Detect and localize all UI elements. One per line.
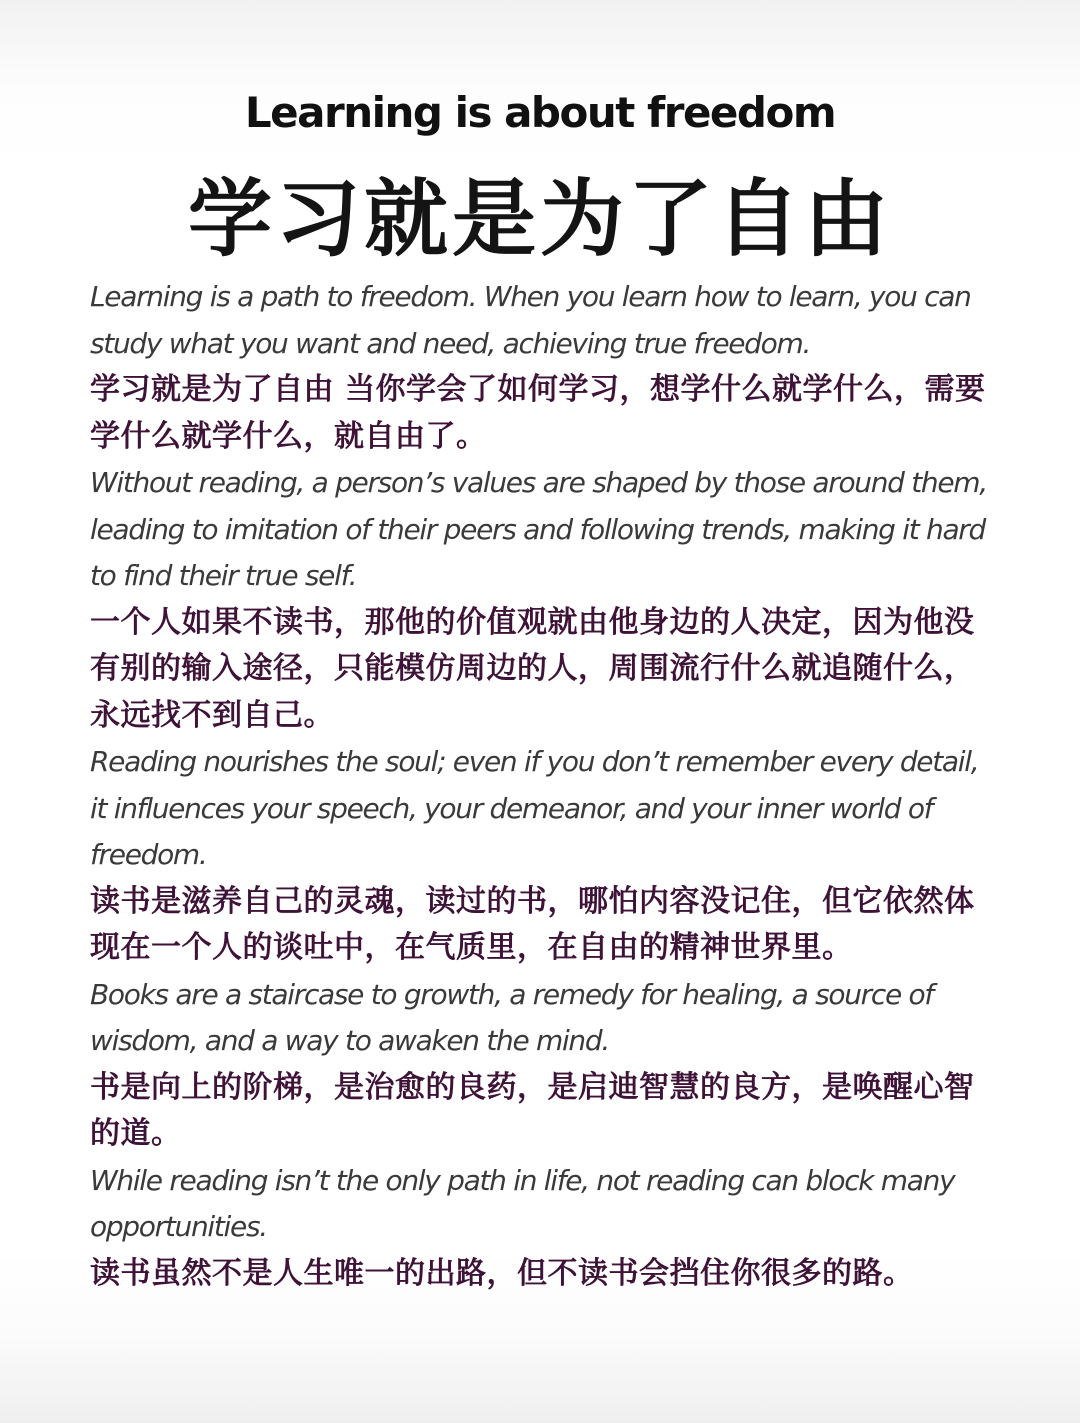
paragraph-2-english: Without reading, a person’s values are shaped by those around them, leading to imitation of their peers and following trends, making it hard to find their true self.	[90, 466, 987, 592]
paragraph-2-chinese: 一个人如果不读书，那他的价值观就由他身边的人决定，因为他没有别的输入途径，只能模仿周边的人，周围流行什么就追随什么，永远找不到自己。	[90, 604, 975, 733]
paragraph-4-english: Books are a staircase to growth, a remedy for healing, a source of wisdom, and a way to awaken the mind.	[90, 977, 933, 1057]
paragraph-5-chinese: 读书虽然不是人生唯一的出路，但不读书会挡住你很多的路。	[90, 1255, 914, 1291]
paragraph-1-chinese: 学习就是为了自由 当你学会了如何学习，想学什么就学什么，需要学什么就学什么，就自由了。	[90, 372, 986, 454]
page-title-english: Learning is about freedom	[244, 88, 836, 137]
paragraph-4-chinese: 书是向上的阶梯，是治愈的良药，是启迪智慧的良方，是唤醒心智的道。	[90, 1069, 975, 1151]
article-body	[90, 274, 990, 1297]
page-title-chinese: 学习就是为了自由	[187, 169, 892, 268]
paragraph-3-english: Reading nourishes the soul; even if you don’t remember every detail, it influences your speech, your demeanor, and your inner world of freedom.	[90, 745, 979, 871]
paragraph-3-chinese: 读书是滋养自己的灵魂，读过的书，哪怕内容没记住，但它依然体现在一个人的谈吐中，在气质里，在自由的精神世界里。	[90, 883, 975, 965]
paragraph-1-english: Learning is a path to freedom. When you learn how to learn, you can study what you want and need, achieving true freedom.	[90, 280, 971, 360]
paragraph-5-english: While reading isn’t the only path in life, not reading can block many opportunities.	[90, 1163, 955, 1243]
